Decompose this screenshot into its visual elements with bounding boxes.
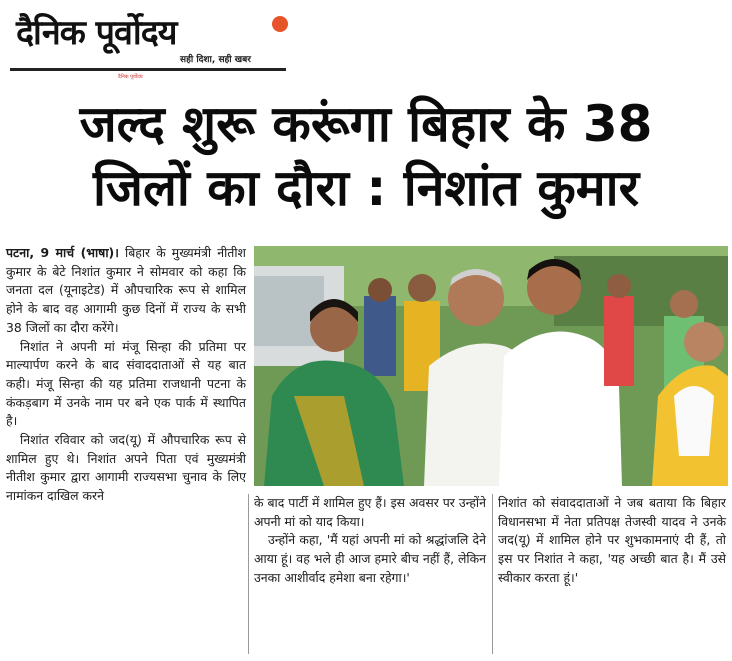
headline-line-2: जिलों का दौरा : निशांत कुमार bbox=[92, 159, 640, 217]
article-column-3 bbox=[498, 494, 726, 588]
column-divider bbox=[492, 494, 493, 654]
column-divider bbox=[248, 494, 249, 654]
paragraph-6: निशांत को संवाददाताओं ने जब बताया कि बिहार विधानसभा में नेता प्रतिपक्ष तेजस्वी यादव ने उनके जद(यू) में शामिल होने पर शुभकामनाएं दी हैं, तो इस पर निशांत ने कहा, 'यह अच्छी बात है। मैं उसे स्वीकार करता हूं।' bbox=[498, 495, 726, 585]
masthead-rule bbox=[10, 68, 286, 71]
masthead bbox=[10, 8, 290, 80]
paragraph-1: बिहार के मुख्यमंत्री नीतीश कुमार के बेटे निशांत कुमार ने सोमवार को कहा कि जनता दल (यूनाइटेड) में औपचारिक रूप से शामिल होने के बाद वह आगामी कुछ दिनों में राज्य के सभी 38 जिलों का दौरा करेंगे। bbox=[6, 245, 246, 335]
news-photo bbox=[254, 246, 728, 486]
brand-tagline: सही दिशा, सही खबर bbox=[180, 55, 251, 65]
article-column-2 bbox=[254, 494, 486, 588]
masthead-subline: दैनिक पूर्वोदय bbox=[118, 74, 143, 80]
dateline: पटना, 9 मार्च (भाषा)। bbox=[6, 245, 119, 260]
paragraph-3: निशांत रविवार को जद(यू) में औपचारिक रूप से शामिल हुए थे। निशांत अपने पिता एवं मुख्यमंत्री नीतीश कुमार द्वारा आगामी राज्यसभा चुनाव के लिए नामांकन दाखिल करने bbox=[6, 432, 246, 504]
brand-logo: दैनिक पूर्वोदय bbox=[16, 13, 177, 53]
photo-illustration bbox=[254, 246, 728, 486]
headline bbox=[0, 92, 732, 220]
paragraph-4: के बाद पार्टी में शामिल हुए हैं। इस अवसर पर उन्होंने अपनी मां को याद किया। bbox=[254, 495, 486, 529]
paragraph-5: उन्होंने कहा, 'मैं यहां अपनी मां को श्रद्धांजलि देने आया हूं। वह भले ही आज हमारे बीच नहीं हैं, लेकिन उनका आशीर्वाद हमेशा बना रहेगा।' bbox=[254, 532, 486, 585]
article-column-1 bbox=[6, 244, 246, 506]
headline-line-1: जल्द शुरू करूंगा बिहार के 38 bbox=[79, 95, 653, 153]
paragraph-2: निशांत ने अपनी मां मंजू सिन्हा की प्रतिमा पर माल्यार्पण करने के बाद संवाददाताओं से यह बात कही। मंजू सिन्हा की यह प्रतिमा राजधानी पटना के कंकड़बाग में उनके नाम पर बने एक पार्क में स्थापित है। bbox=[6, 338, 246, 429]
brand-dot-icon bbox=[272, 16, 288, 32]
